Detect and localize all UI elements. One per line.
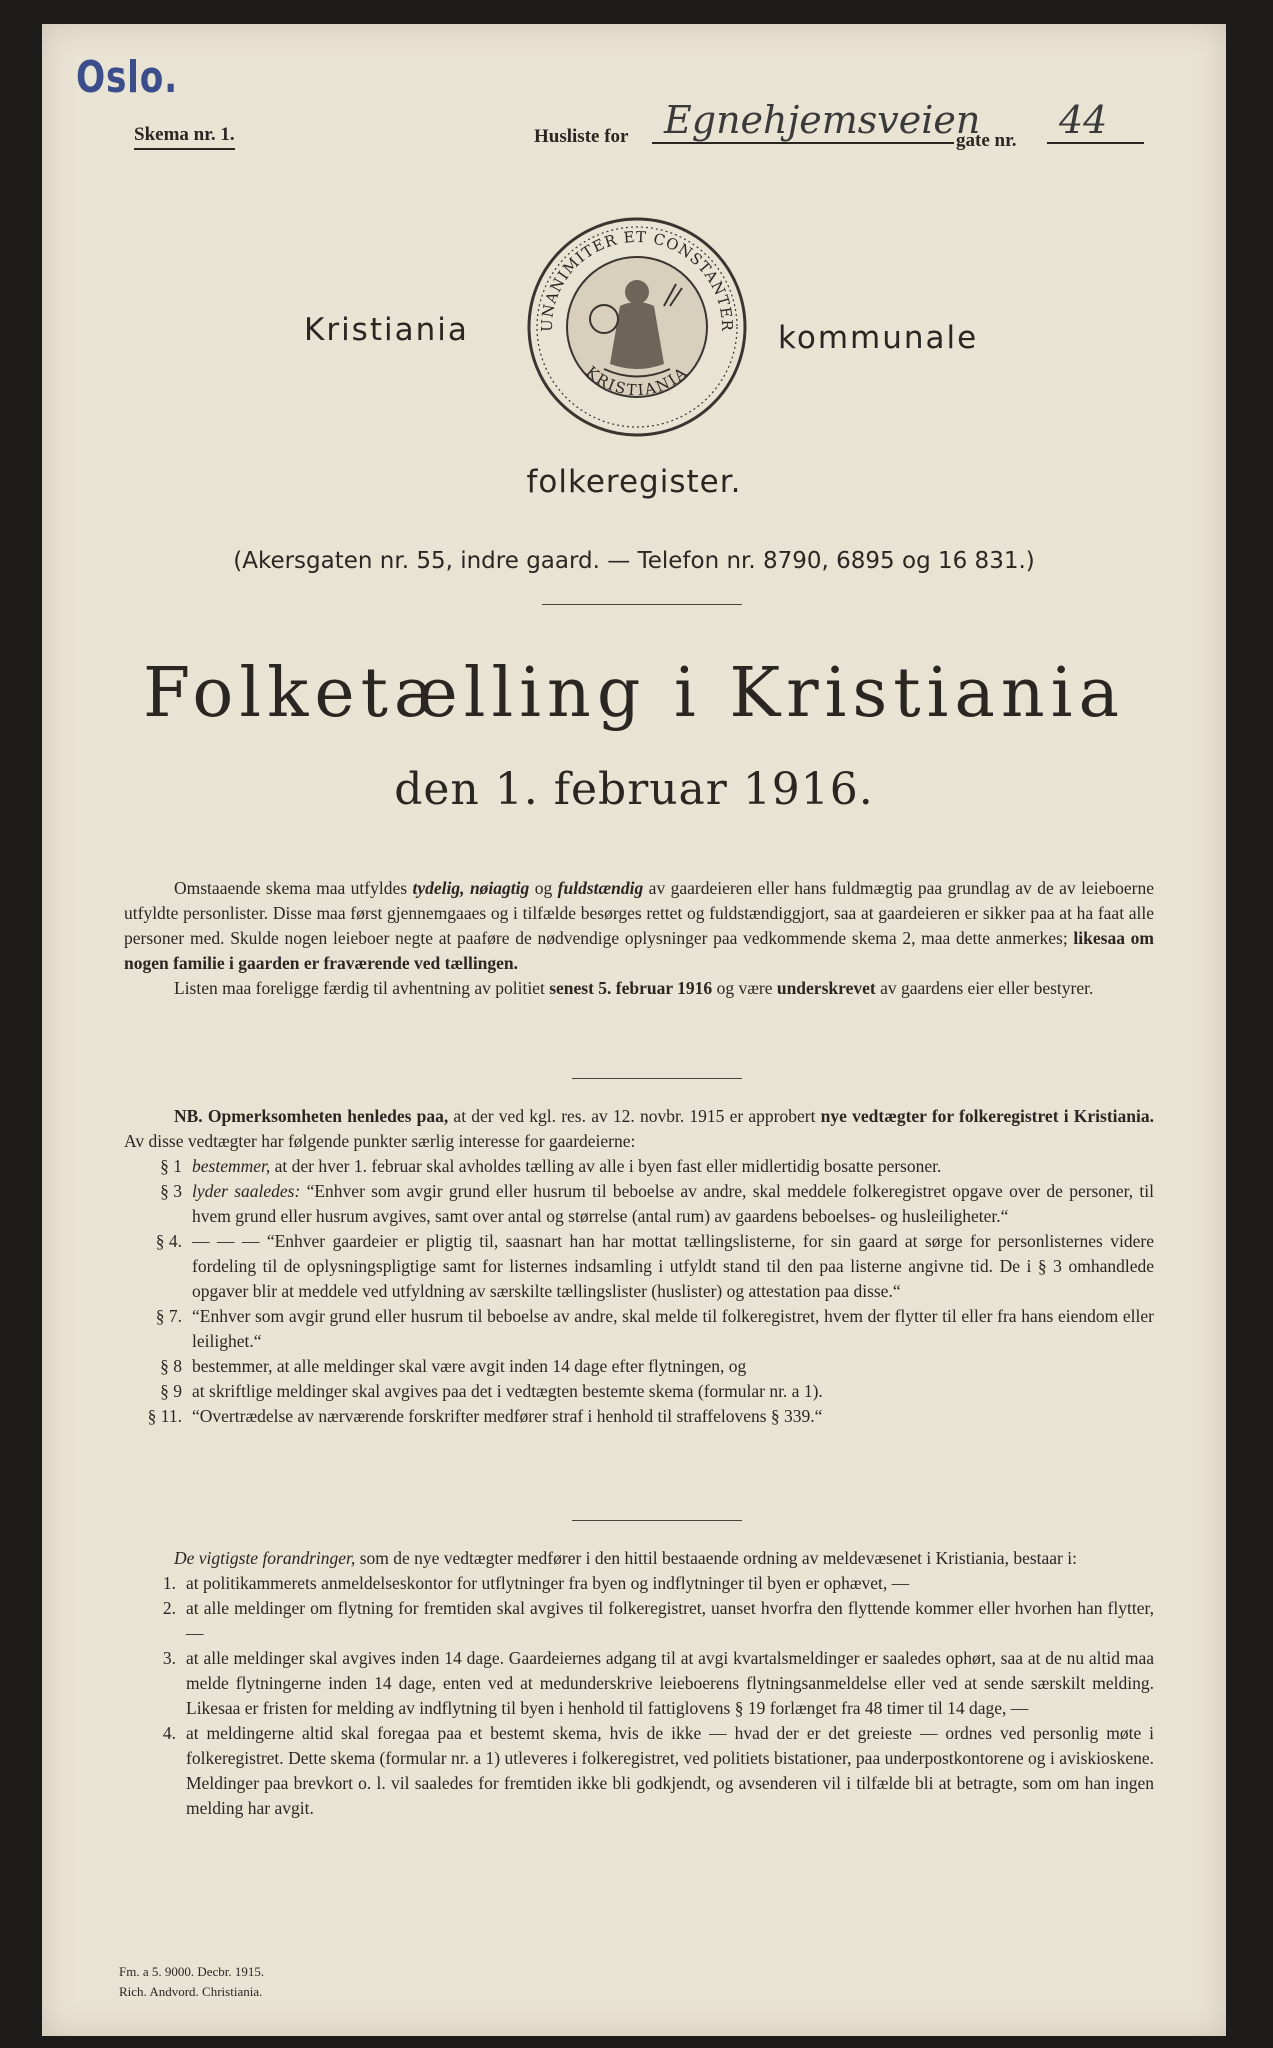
statute-item: § 3 lyder saaledes: “Enhver som avgir grund eller husrum til beboelse av andre, skal meddele folkeregistret opgave over de personer, til hvem grund eller husrum avgives, samt over antal og størrelse (antal rum) av gaardens beboelses- og husleiligheter.“ <box>160 1181 1154 1226</box>
divider <box>572 1078 742 1079</box>
document-page <box>42 24 1226 2036</box>
statute-item: § 4. — — — “Enhver gaardeier er pligtig til, saasnart han har mottat tællingslisterne, for sin gaard at sørge for personlisternes videre fordeling til de oplysningspligtige samt for listernes indsamling i utfyldt stand til den paa listerne angivne tid. De i § 3 omhandlede opgaver blir at meddele ved utfyldning av særskilte tællingslister (huslister) og attestation paa disse.“ <box>155 1231 1154 1301</box>
printer-footer <box>119 1962 264 2002</box>
change-item: 2. at alle meldinger om flytning for fremtiden skal avgives til folkeregistret, uanset hvorfra den flyttende kommer eller hvorhen han flytter, — <box>162 1598 1154 1643</box>
house-number-handwritten: 44 <box>1047 98 1144 144</box>
change-item: 1. at politikammerets anmeldelseskontor for utflytninger fra byen og indflytninger til byen er ophævet, — <box>162 1573 910 1593</box>
statute-item: § 9 at skriftlige meldinger skal avgives paa det i vedtægten bestemte skema (formular nr. a 1). <box>160 1381 823 1401</box>
page-subtitle: den 1. februar 1916. <box>394 764 874 815</box>
city-seal-icon <box>524 214 750 440</box>
seal-bottom-text: KRISTIANIA <box>582 362 692 400</box>
change-item: 4. at meldingerne altid skal foregaa paa et bestemt skema, hvis de ikke — hvad der er det greieste — ordnes ved personlig møte i folkeregistret. Dette skema (formular nr. a 1) utleveres i folkeregistret, ved politiets bistationer, paa underpostkontorene og i aviskioskene. Meldinger paa brevkort o. l. vil saaledes for fremtiden ikke bli godkjendt, og avsenderen vil i tilfælde bli at betragte, som om han ingen melding har avgit. <box>162 1723 1154 1818</box>
instructions-paragraph-1: Omstaaende skema maa utfyldes tydelig, nøiagtig og fuldstændig av gaardeieren eller hans fuldmægtig paa grundlag av de av leieboerne utfyldte personlister. Disse maa først gjennemgaaes og i tilfælde besørges rettet og fuldstændiggjort, saa at gaardeieren er sikker paa at ha faat alle personer med. Skulde nogen leieboer negte at paaføre de nødvendige oplysninger paa vedkommende skema 2, maa dette anmerkes; likesaa om nogen familie i gaarden er fraværende ved tællingen. <box>124 878 1154 973</box>
print-run-line: Fm. a 5. 9000. Decbr. 1915. <box>119 1964 265 1979</box>
change-item: 3. at alle meldinger skal avgives inden 14 dage. Gaardeiernes adgang til at avgi kvartalsmeldinger er saaledes ophørt, saa at de nu altid maa melde flytningerne inden 14 dage, enten ved at medunderskrive leieboerens flytningsanmeldelse eller ved at sende særskilt melding. Likesaa er fristen for melding av indflytning til byen i henhold til fattiglovens § 19 forlænget fra 48 timer til 14 dage, — <box>162 1648 1154 1718</box>
department-name: folkeregister. <box>526 464 742 500</box>
divider <box>542 604 742 605</box>
office-address: (Akersgaten nr. 55, indre gaard. — Telefon nr. 8790, 6895 og 16 831.) <box>233 548 1035 574</box>
nb-section <box>124 1104 1154 1429</box>
gate-number-label: gate nr. <box>956 130 1017 151</box>
oslo-stamp: Oslo. <box>76 52 178 103</box>
changes-intro: De vigtigste forandringer, som de nye vedtægter medfører i den hittil bestaaende ordning av meldevæsenet i Kristiania, bestaar i: <box>174 1548 1077 1568</box>
org-left-word: Kristiania <box>304 312 469 348</box>
statute-item: § 8 bestemmer, at alle meldinger skal være avgit inden 14 dage efter flytningen, og <box>160 1356 747 1376</box>
statute-item: § 7. “Enhver som avgir grund eller husrum til beboelse av andre, skal melde til folkeregistret, hvem der flytter til eller fra hans eiendom eller leilighet.“ <box>155 1306 1154 1351</box>
org-right-word: kommunale <box>778 320 979 356</box>
seal-top-text: UNANIMITER ET CONSTANTER <box>537 227 737 333</box>
instructions-section <box>124 876 1154 1001</box>
changes-section <box>124 1546 1154 1821</box>
instructions-paragraph-2: Listen maa foreligge færdig til avhentning av politiet senest 5. februar 1916 og være underskrevet av gaardens eier eller bestyrer. <box>174 978 1094 998</box>
statute-item: § 11. “Overtrædelse av nærværende forskrifter medfører straf i henhold til straffelovens § 339.“ <box>147 1406 823 1426</box>
nb-paragraph: NB. Opmerksomheten henledes paa, at der ved kgl. res. av 12. novbr. 1915 er approbert nye vedtægter for folkeregistret i Kristiania. Av disse vedtægter har følgende punkter særlig interesse for gaardeierne: <box>124 1106 1154 1151</box>
street-name-handwritten: Egnehjemsveien <box>652 98 954 144</box>
husliste-label: Husliste for <box>534 126 629 147</box>
statute-item: § 1 bestemmer, at der hver 1. februar skal avholdes tælling av alle i byen fast eller midlertidig bosatte personer. <box>160 1156 942 1176</box>
schema-number: Skema nr. 1. <box>134 124 235 150</box>
printer-name-line: Rich. Andvord. Christiania. <box>119 1984 263 1999</box>
divider <box>572 1520 742 1521</box>
page-title: Folketælling i Kristiania <box>142 654 1126 733</box>
